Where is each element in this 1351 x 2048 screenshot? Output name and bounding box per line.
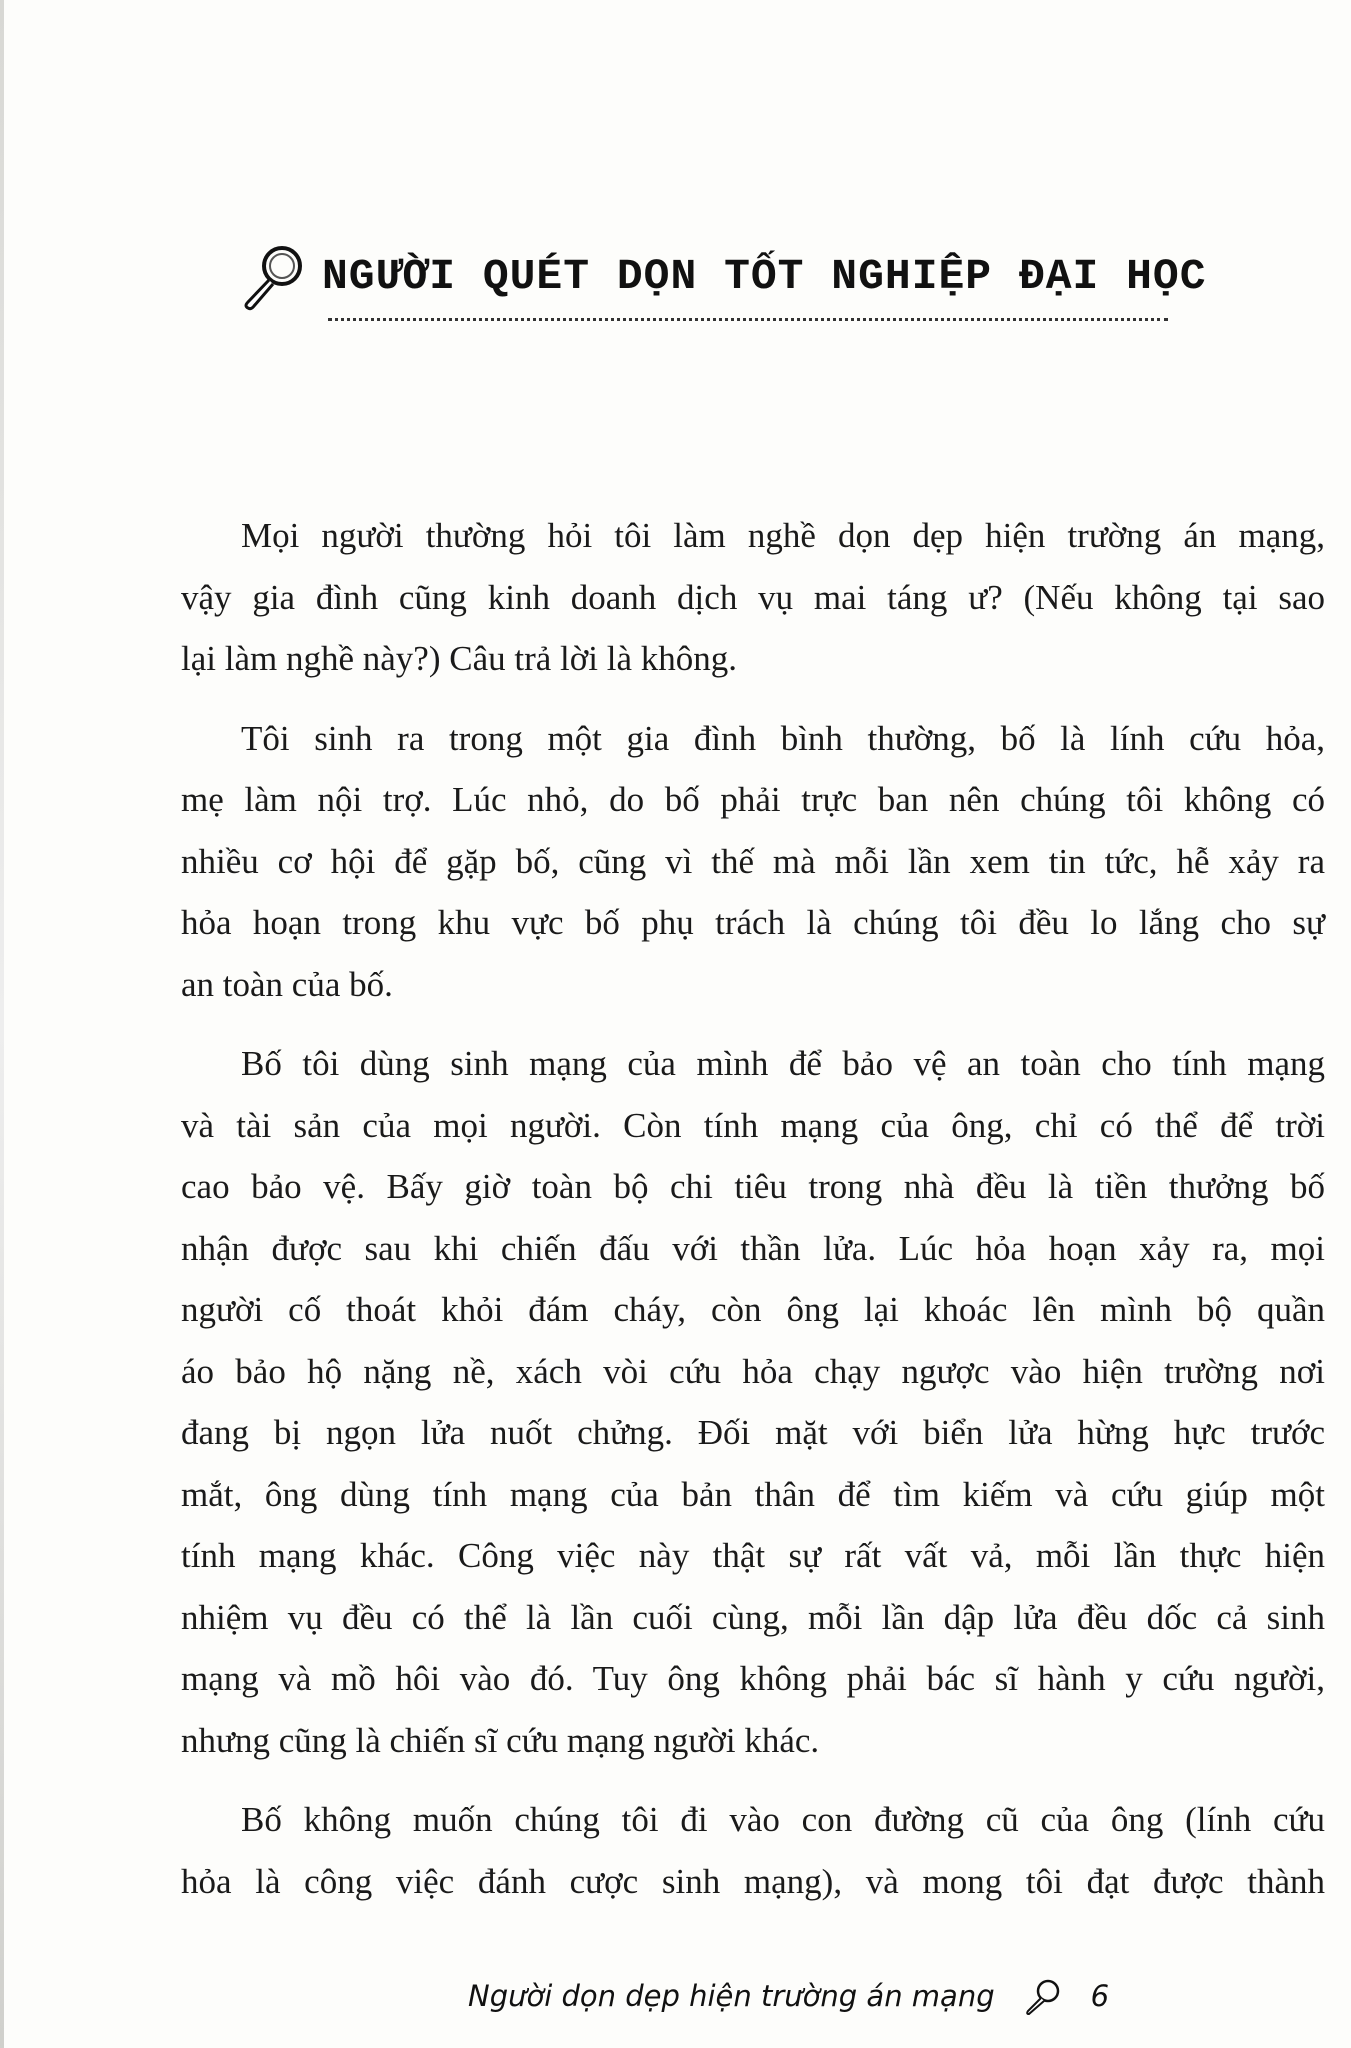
magnifier-icon [1023,1976,1063,2016]
text-line: vậy gia đình cũng kinh doanh dịch vụ mai táng ư? (Nếu không tại sao [181,577,1325,617]
text-line: Bố không muốn chúng tôi đi vào con đường cũ của ông (lính cứu [241,1800,1325,1839]
text-line: lại làm nghề này?) Câu trả lời là không. [181,639,737,678]
title-divider [328,318,1168,321]
paragraph [181,505,1325,690]
text-line: mắt, ông dùng tính mạng của bản thân để tìm kiếm và cứu giúp một [181,1474,1325,1514]
text-line: hỏa là công việc đánh cược sinh mạng), và mong tôi đạt được thành [181,1861,1325,1901]
chapter-title: NGƯỜI QUÉT DỌN TỐT NGHIỆP ĐẠI HỌC [322,251,1207,301]
text-line: hỏa hoạn trong khu vực bố phụ trách là chúng tôi đều lo lắng cho sự [181,903,1325,942]
chapter-heading [238,240,1207,312]
page-number: 6 [1090,1979,1110,2013]
paragraph [181,1789,1325,1912]
running-title: Người dọn dẹp hiện trường án mạng [468,1979,995,2013]
text-line: cao bảo vệ. Bấy giờ toàn bộ chi tiêu trong nhà đều là tiền thưởng bố [181,1167,1325,1206]
paragraph [181,708,1325,1016]
text-line: nhiều cơ hội để gặp bố, cũng vì thế mà mỗi lần xem tin tức, hễ xảy ra [181,841,1325,881]
text-line: mẹ làm nội trợ. Lúc nhỏ, do bố phải trực ban nên chúng tôi không có [181,780,1325,819]
text-line: người cố thoát khỏi đám cháy, còn ông lại khoác lên mình bộ quần [181,1290,1325,1329]
text-line: đang bị ngọn lửa nuốt chửng. Đối mặt với biển lửa hừng hực trước [181,1413,1325,1452]
page-footer [468,1976,1109,2016]
body-text [181,505,1325,1930]
paragraph [181,1033,1325,1771]
magnifier-icon [238,240,310,312]
text-line: nhiệm vụ đều có thể là lần cuối cùng, mỗi lần dập lửa đều dốc cả sinh [181,1597,1325,1637]
text-line: nhưng cũng là chiến sĩ cứu mạng người khác. [181,1720,820,1760]
text-line: Bố tôi dùng sinh mạng của mình để bảo vệ an toàn cho tính mạng [241,1044,1325,1083]
text-line: mạng và mồ hôi vào đó. Tuy ông không phải bác sĩ hành y cứu người, [181,1659,1325,1698]
text-line: nhận được sau khi chiến đấu với thần lửa. Lúc hỏa hoạn xảy ra, mọi [181,1228,1325,1268]
text-line: Tôi sinh ra trong một gia đình bình thường, bố là lính cứu hỏa, [241,718,1325,758]
text-line: Mọi người thường hỏi tôi làm nghề dọn dẹp hiện trường án mạng, [241,516,1325,555]
text-line: áo bảo hộ nặng nề, xách vòi cứu hỏa chạy ngược vào hiện trường nơi [181,1351,1325,1391]
text-line: an toàn của bố. [181,964,393,1004]
text-line: và tài sản của mọi người. Còn tính mạng của ông, chỉ có thể để trời [181,1105,1325,1145]
text-line: tính mạng khác. Công việc này thật sự rất vất vả, mỗi lần thực hiện [181,1536,1325,1575]
page-edge [0,0,4,2048]
